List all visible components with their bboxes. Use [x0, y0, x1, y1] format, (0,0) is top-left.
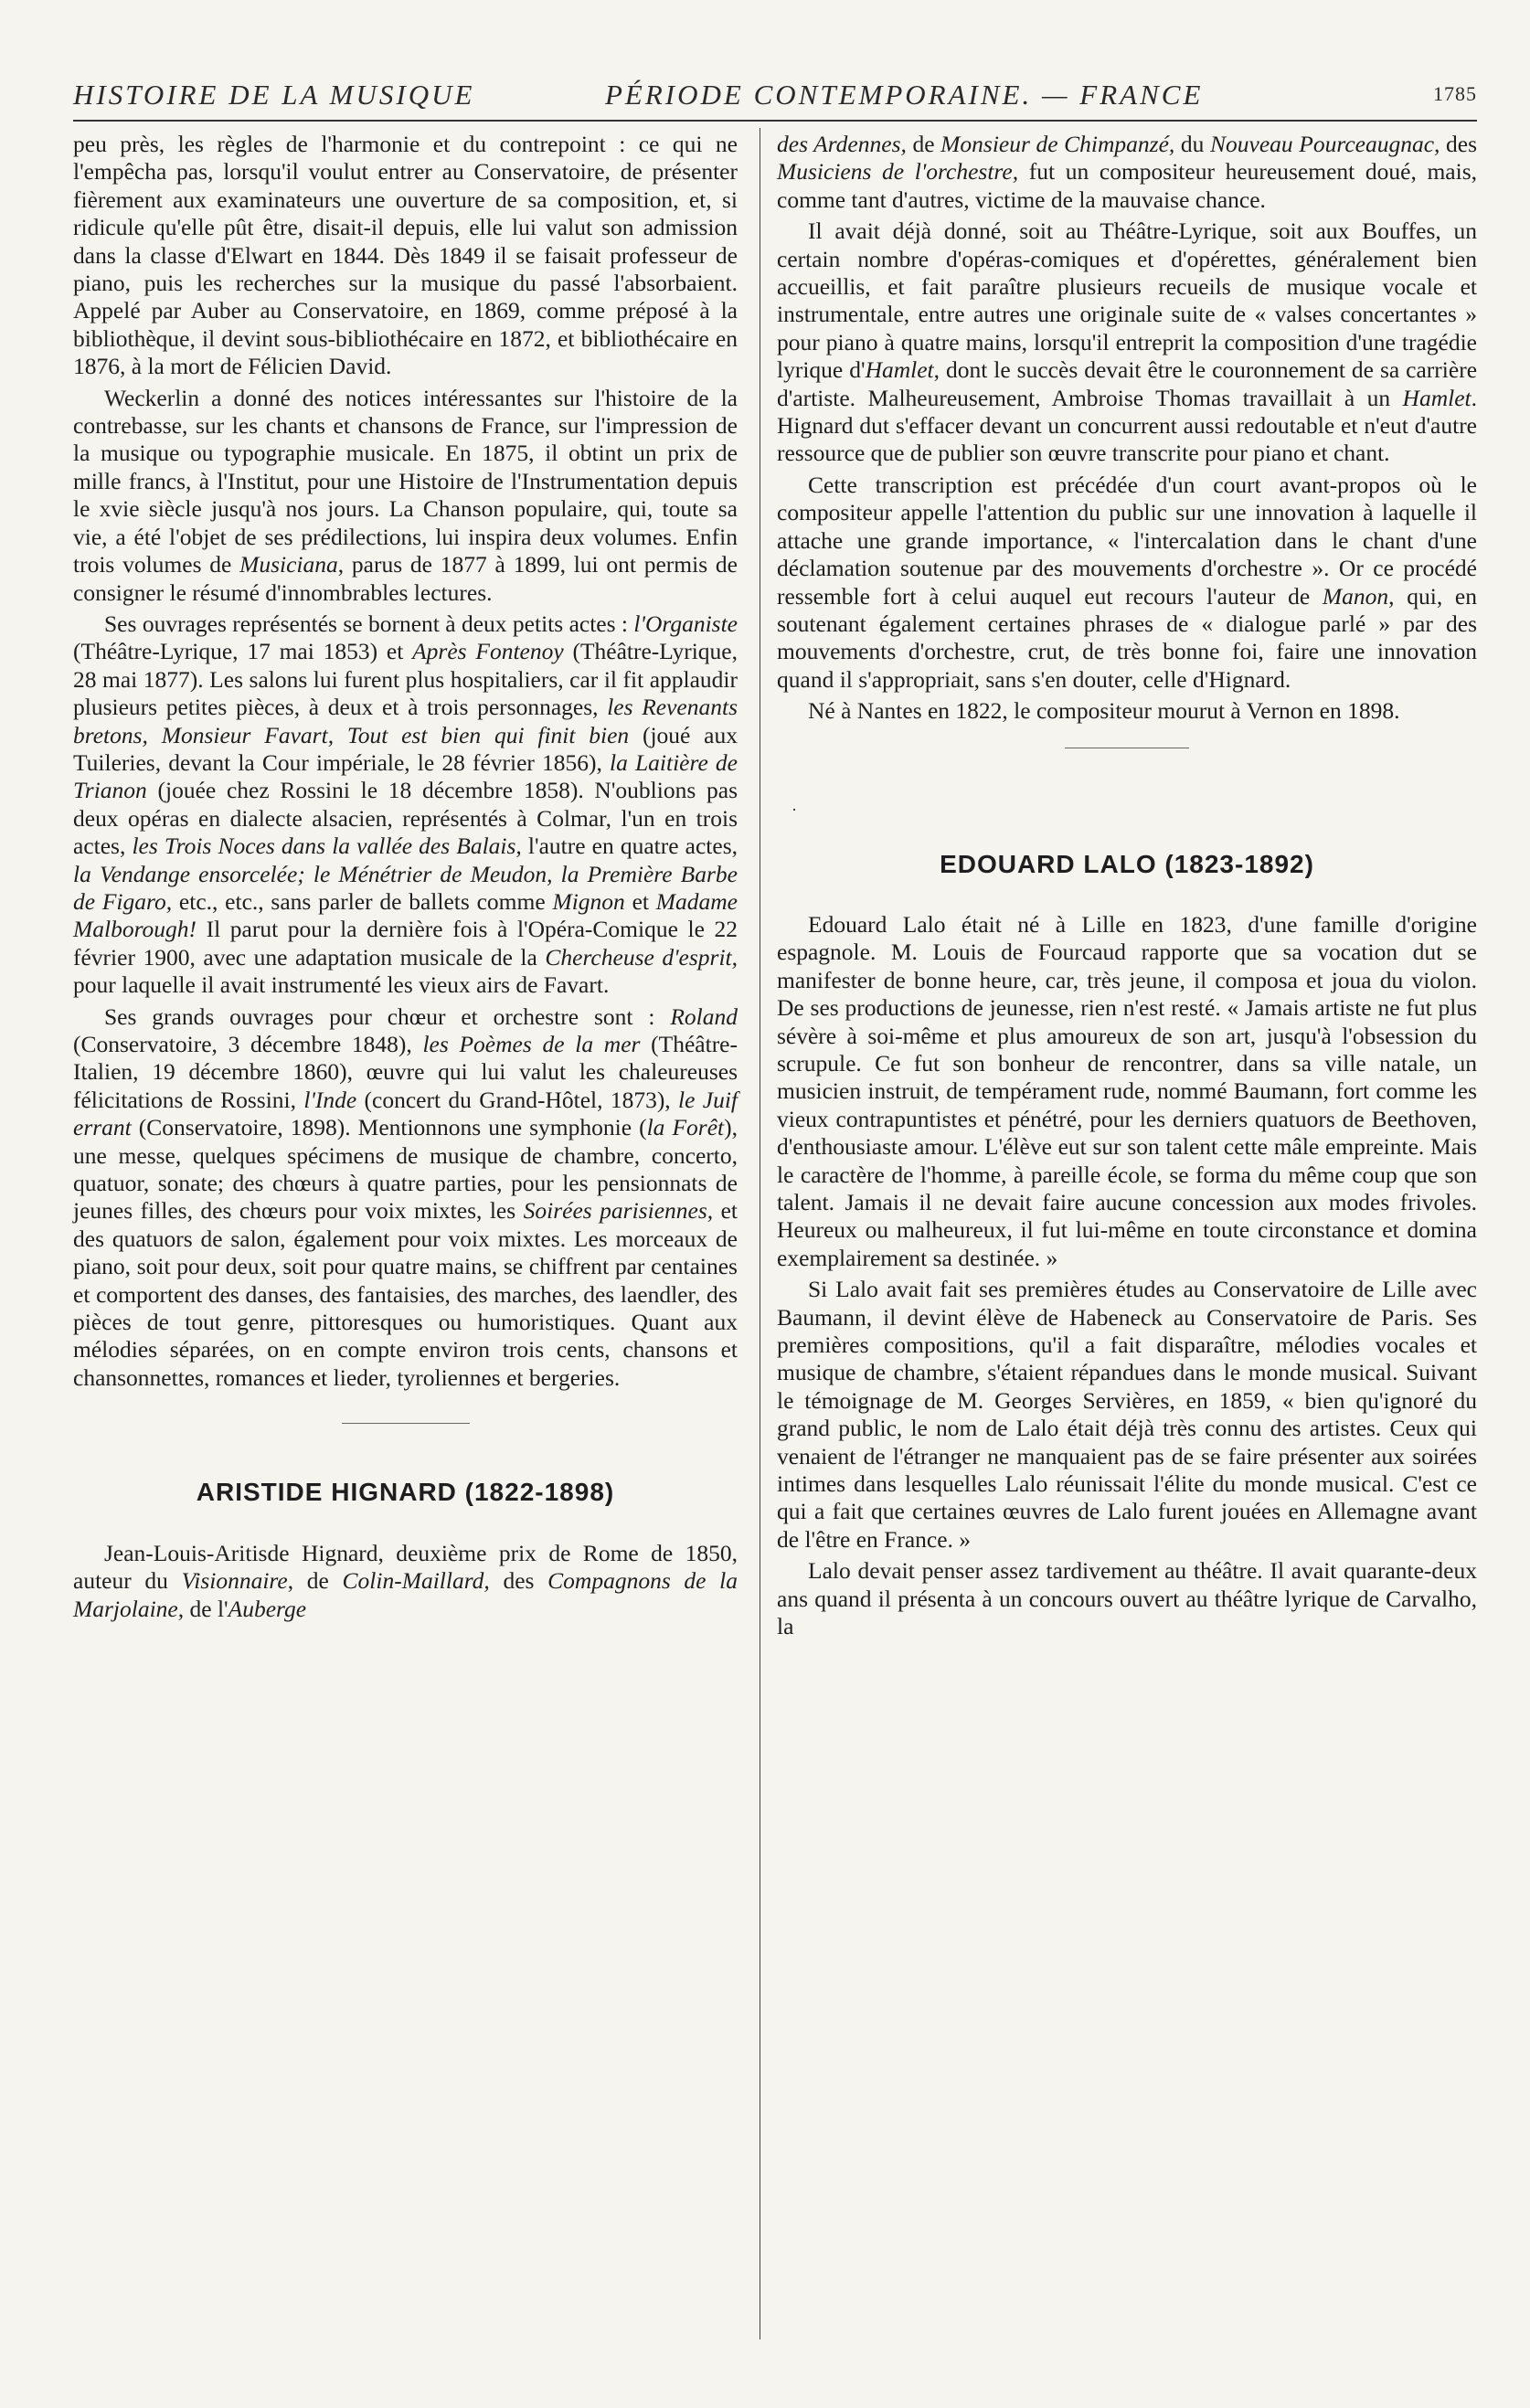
- paragraph: peu près, les règles de l'harmonie et du contrepoint : ce qui ne l'empêcha pas, lorsqu'il voulut entrer au Conservatoire, de présenter fièrement aux examinateurs une ouverture de sa composition, et, si ridicule qu'elle pût être, disait-il depuis, elle lui valut son admission dans la classe d'Elwart en 1844. Dès 1849 il se faisait professeur de piano, puis les recherches sur la musique du passé l'absorbaient. Appelé par Auber au Conservatoire, en 1869, comme préposé à la bibliothèque, il devint sous-bibliothécaire en 1872, et bibliothécaire en 1876, à la mort de Félicien David.: [73, 131, 738, 380]
- paragraph: Ses grands ouvrages pour chœur et orchestre sont : Roland (Conservatoire, 3 décembre 1848), les Poèmes de la mer (Théâtre-Italien, 19 décembre 1860), œuvre qui lui valut les chaleureuses félicitations de Rossini, l'Inde (concert du Grand-Hôtel, 1873), le Juif errant (Conservatoire, 1898). Mentionnons une symphonie (la Forêt), une messe, quelques spécimens de musique de chambre, concerto, quatuor, sonate; des chœurs à quatre parties, pour les pensionnats de jeunes filles, des chœurs pour voix mixtes, les Soirées parisiennes, et des quatuors de salon, également pour voix mixtes. Les morceaux de piano, soit pour deux, soit pour quatre mains, se chiffrent par centaines et comportent des danses, des fantaisies, des marches, des laendler, des pièces de tout genre, pittoresques ou humoristiques. Quant aux mélodies séparées, on en compte environ trois cents, chansons et chansonnettes, romances et lieder, tyroliennes et bergeries.: [73, 1002, 738, 1391]
- header-center-title: PÉRIODE CONTEMPORAINE. — FRANCE: [605, 79, 1204, 111]
- paragraph: des Ardennes, de Monsieur de Chimpanzé, du Nouveau Pourceaugnac, des Musiciens de l'orchestre, fut un compositeur heureusement doué, mais, comme tant d'autres, victime de la mauvaise chance.: [777, 131, 1478, 213]
- paragraph: Cette transcription est précédée d'un court avant-propos où le compositeur appelle l'attention du public sur une innovation à laquelle il attache une grande importance, « l'intercalation dans le chant d'une déclamation soutenue par des mouvements d'orchestre ». Or ce procédé ressemble fort à celui auquel eut recours l'auteur de Manon, qui, en soutenant également certaines phrases de « dialogue parlé » par des mouvements d'orchestre, crut, de très bonne foi, faire une innovation quand il s'appropriait, sans s'en douter, celle d'Hignard.: [777, 471, 1477, 693]
- paragraph: Il avait déjà donné, soit au Théâtre-Lyrique, soit aux Bouffes, un certain nombre d'opéras-comiques et d'opérettes, généralement bien accueillis, et fait paraître plusieurs recueils de musique vocale et instrumentale, entre autres une originale suite de « valses concertantes » pour piano à quatre mains, lorsqu'il entreprit la composition d'une tragédie lyrique d'Hamlet, dont le succès devait être le couronnement de sa carrière d'artiste. Malheureusement, Ambroise Thomas travaillait à un Hamlet. Hignard dut s'effacer devant un concurrent aussi redoutable et n'eut d'autre ressource que de publier son œuvre transcrite pour piano et chant.: [777, 217, 1478, 467]
- paragraph: Lalo devait penser assez tardivement au théâtre. Il avait quarante-deux ans quand il présenta à un concours ouvert au théâtre lyrique de Carvalho, la: [777, 1557, 1477, 1640]
- paragraph: Né à Nantes en 1822, le compositeur mourut à Vernon en 1898.: [808, 697, 1400, 725]
- section-title-lalo: EDOUARD LALO (1823-1892): [940, 849, 1314, 878]
- paragraph: Edouard Lalo était né à Lille en 1823, d'une famille d'origine espagnole. M. Louis de Fourcaud rapporte que sa vocation dut se manifester de bonne heure, car, très jeune, il composa et joua du violon. De ses productions de jeunesse, rien n'est resté. « Jamais artiste ne fut plus sévère à soi-même et plus amoureux de son art, jusqu'à l'obsession du scrupule. Ce fut son bonheur de rencontrer, dans sa ville natale, un musicien instruit, de tempérament rude, nommé Baumann, fort comme les vieux contrapuntistes et pénétré, pour les derniers quatuors de Beethoven, d'enthousiaste amour. L'élève eut sur son talent cette mâle empreinte. Mais le caractère de l'homme, à pareille école, se forma du même coup que son talent. Jamais il ne devait faire aucune concession aux modes frivoles. Heureux ou malheureux, il fut lui-même en toute circonstance et domina exemplairement sa destinée. »: [777, 910, 1477, 1271]
- section-separator: [342, 1423, 470, 1424]
- header-left-title: HISTOIRE DE LA MUSIQUE: [73, 79, 475, 111]
- paragraph: Si Lalo avait fait ses premières études au Conservatoire de Lille avec Baumann, il devint élève de Habeneck au Conservatoire de Paris. Ses premières compositions, qu'il a fait disparaître, mélodies vocales et musique de chambre, s'étaient répandues dans le monde musical. Suivant le témoignage de M. Georges Servières, en 1859, « bien qu'ignoré du grand public, le nom de Lalo était déjà très connu des artistes. Ceux qui venaient de l'étranger ne manquaient pas de se faire présenter aux soirées intimes dans lesquelles Lalo réunissait l'élite du monde musical. C'est ce qui a fait que certaines œuvres de Lalo furent jouées en Allemagne avant de l'être en France. »: [777, 1276, 1477, 1553]
- header-rule: [73, 120, 1477, 122]
- right-column: [777, 131, 1477, 1645]
- stray-mark: ·: [792, 800, 797, 819]
- paragraph: Jean-Louis-Aritisde Hignard, deuxième prix de Rome de 1850, auteur du Visionnaire, de Colin-Maillard, des Compagnons de la Marjolaine, de l'Auberge: [73, 1539, 738, 1622]
- paragraph: Weckerlin a donné des notices intéressantes sur l'histoire de la contrebasse, sur les chants et chansons de France, sur l'impression de la musique ou typographie musicale. En 1875, il obtint un prix de mille francs, à l'Institut, pour une Histoire de l'Instrumentation depuis le xvie siècle jusqu'à nos jours. La Chanson populaire, qui, toute sa vie, a été l'objet de ses prédilections, lui inspira deux volumes. Enfin trois volumes de Musiciana, parus de 1877 à 1899, lui ont permis de consigner le résumé d'innombrables lectures.: [73, 384, 738, 606]
- page-number: 1785: [1433, 82, 1477, 105]
- running-header: [73, 75, 1477, 111]
- section-title-hignard: ARISTIDE HIGNARD (1822-1898): [196, 1478, 615, 1507]
- left-column: [73, 131, 738, 1627]
- paragraph: Ses ouvrages représentés se bornent à deux petits actes : l'Organiste (Théâtre-Lyrique, 17 mai 1853) et Après Fontenoy (Théâtre-Lyrique, 28 mai 1877). Les salons lui furent plus hospitaliers, car il fit applaudir plusieurs petites pièces, à deux et à trois personnages, les Revenants bretons, Monsieur Favart, Tout est bien qui finit bien (joué aux Tuileries, devant la Cour impériale, le 28 février 1856), la Laitière de Trianon (jouée chez Rossini le 18 décembre 1858). N'oublions pas deux opéras en dialecte alsacien, représentés à Colmar, l'un en trois actes, les Trois Noces dans la vallée des Balais, l'autre en quatre actes, la Vendange ensorcelée; le Ménétrier de Meudon, la Première Barbe de Figaro, etc., etc., sans parler de ballets comme Mignon et Madame Malborough! Il parut pour la dernière fois à l'Opéra-Comique le 22 février 1900, avec une adaptation musicale de la Chercheuse d'esprit, pour laquelle il avait instrumenté les vieux airs de Favart.: [73, 610, 738, 999]
